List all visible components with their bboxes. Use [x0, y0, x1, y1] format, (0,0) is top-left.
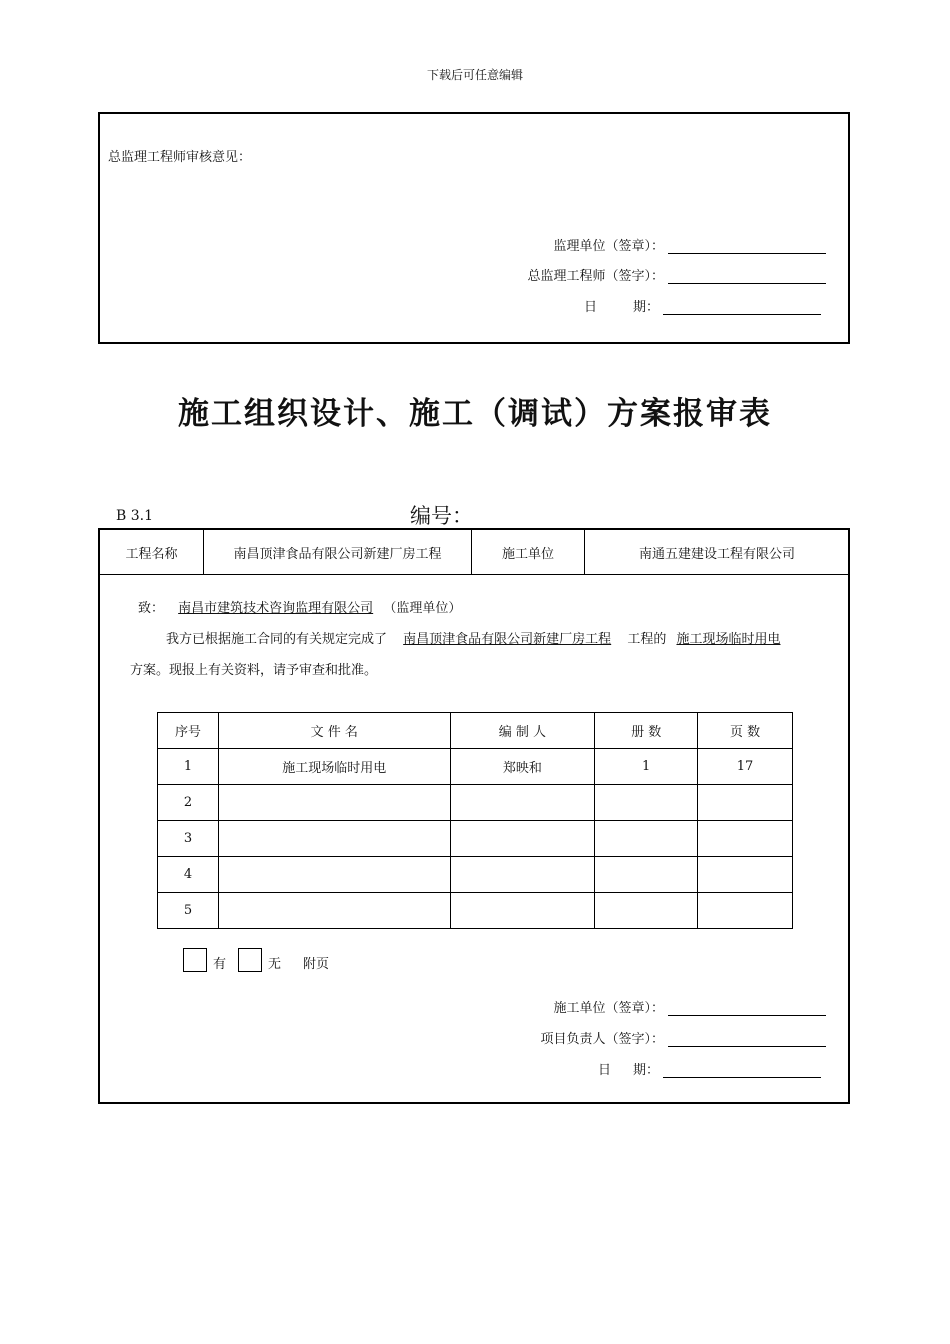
review-date-row	[584, 296, 821, 315]
attachment-yes-label: 有	[213, 957, 227, 972]
submit-date-row	[598, 1059, 821, 1078]
review-chief-sign-row	[527, 265, 826, 284]
cell-author: 郑映和	[450, 749, 595, 785]
cell-serial: 2	[158, 785, 219, 821]
cell-pages	[698, 785, 793, 821]
cell-author	[450, 893, 595, 929]
project-name-value: 南昌顶津食品有限公司新建厂房工程	[233, 547, 442, 562]
attachment-no-checkbox[interactable]	[238, 948, 262, 972]
addressee-line	[138, 597, 461, 616]
cell-serial: 5	[158, 893, 219, 929]
statement-project: 南昌顶津食品有限公司新建厂房工程	[403, 632, 612, 647]
serial-number-label: 编号：	[410, 504, 473, 528]
form-code: B 3.1	[116, 508, 154, 524]
addressee-label: 致：	[138, 601, 165, 616]
review-date-field[interactable]	[663, 300, 821, 315]
review-chief-sign-field[interactable]	[668, 269, 826, 284]
statement-plan: 施工现场临时用电	[676, 632, 781, 647]
review-unit-seal-label: 监理单位（签章）：	[553, 239, 664, 254]
header-author: 编 制 人	[450, 713, 595, 749]
submit-date-field[interactable]	[663, 1063, 821, 1078]
cell-filename	[218, 785, 450, 821]
statement-prefix: 我方已根据施工合同的有关规定完成了	[166, 632, 388, 647]
table-row	[158, 893, 793, 929]
contractor-label: 施工单位	[501, 547, 554, 562]
contractor-value: 南通五建建设工程有限公司	[638, 547, 795, 562]
table-row	[158, 857, 793, 893]
review-date-label-a: 日	[584, 300, 598, 315]
review-opinion-label: 总监理工程师审核意见：	[108, 150, 252, 165]
header-note: 下载后可任意编辑	[426, 68, 523, 82]
cell-pages	[698, 857, 793, 893]
header-pages: 页 数	[698, 713, 793, 749]
statement-line-1	[166, 628, 780, 647]
cell-pages	[698, 821, 793, 857]
cell-serial: 3	[158, 821, 219, 857]
cell-volumes	[595, 785, 698, 821]
files-table-header	[158, 713, 793, 749]
table-row	[158, 749, 793, 785]
submit-unit-seal-field[interactable]	[668, 1001, 826, 1016]
files-table	[157, 712, 793, 929]
cell-filename	[218, 893, 450, 929]
submit-date-label-a: 日	[598, 1063, 612, 1078]
cell-volumes	[595, 821, 698, 857]
cell-volumes: 1	[595, 749, 698, 785]
review-unit-seal-field[interactable]	[668, 239, 826, 254]
attachment-page-label: 附页	[303, 957, 330, 972]
cell-filename	[218, 857, 450, 893]
addressee-value: 南昌市建筑技术咨询监理有限公司	[178, 601, 374, 616]
attachment-no-label: 无	[268, 957, 282, 972]
header-serial: 序号	[158, 713, 219, 749]
review-date-label-b: 期：	[633, 300, 660, 315]
project-name-label: 工程名称	[125, 547, 178, 562]
statement-mid: 工程的	[627, 632, 667, 647]
cell-serial: 1	[158, 749, 219, 785]
addressee-suffix: （监理单位）	[383, 601, 462, 616]
submit-unit-seal-row	[553, 997, 826, 1016]
statement-line-2: 方案。现报上有关资料，请予审查和批准。	[130, 663, 378, 678]
review-unit-seal-row	[553, 235, 826, 254]
page-title: 施工组织设计、施工（调试）方案报审表	[178, 396, 772, 432]
header-filename: 文 件 名	[218, 713, 450, 749]
cell-author	[450, 857, 595, 893]
table-row	[158, 821, 793, 857]
review-chief-sign-label: 总监理工程师（签字）：	[527, 269, 664, 284]
cell-serial: 4	[158, 857, 219, 893]
submit-manager-sign-label: 项目负责人（签字）：	[540, 1032, 664, 1047]
header-volumes: 册 数	[595, 713, 698, 749]
cell-pages: 17	[698, 749, 793, 785]
cell-volumes	[595, 893, 698, 929]
cell-pages	[698, 893, 793, 929]
cell-author	[450, 785, 595, 821]
submit-manager-sign-field[interactable]	[668, 1032, 826, 1047]
submit-unit-seal-label: 施工单位（签章）：	[553, 1001, 664, 1016]
cell-filename: 施工现场临时用电	[218, 749, 450, 785]
submit-date-label-b: 期：	[633, 1063, 660, 1078]
submit-manager-sign-row	[540, 1028, 826, 1047]
attachment-yes-checkbox[interactable]	[183, 948, 207, 972]
table-row	[158, 785, 793, 821]
project-row-divider	[99, 574, 849, 575]
attachment-row	[183, 948, 329, 972]
cell-author	[450, 821, 595, 857]
cell-filename	[218, 821, 450, 857]
cell-volumes	[595, 857, 698, 893]
